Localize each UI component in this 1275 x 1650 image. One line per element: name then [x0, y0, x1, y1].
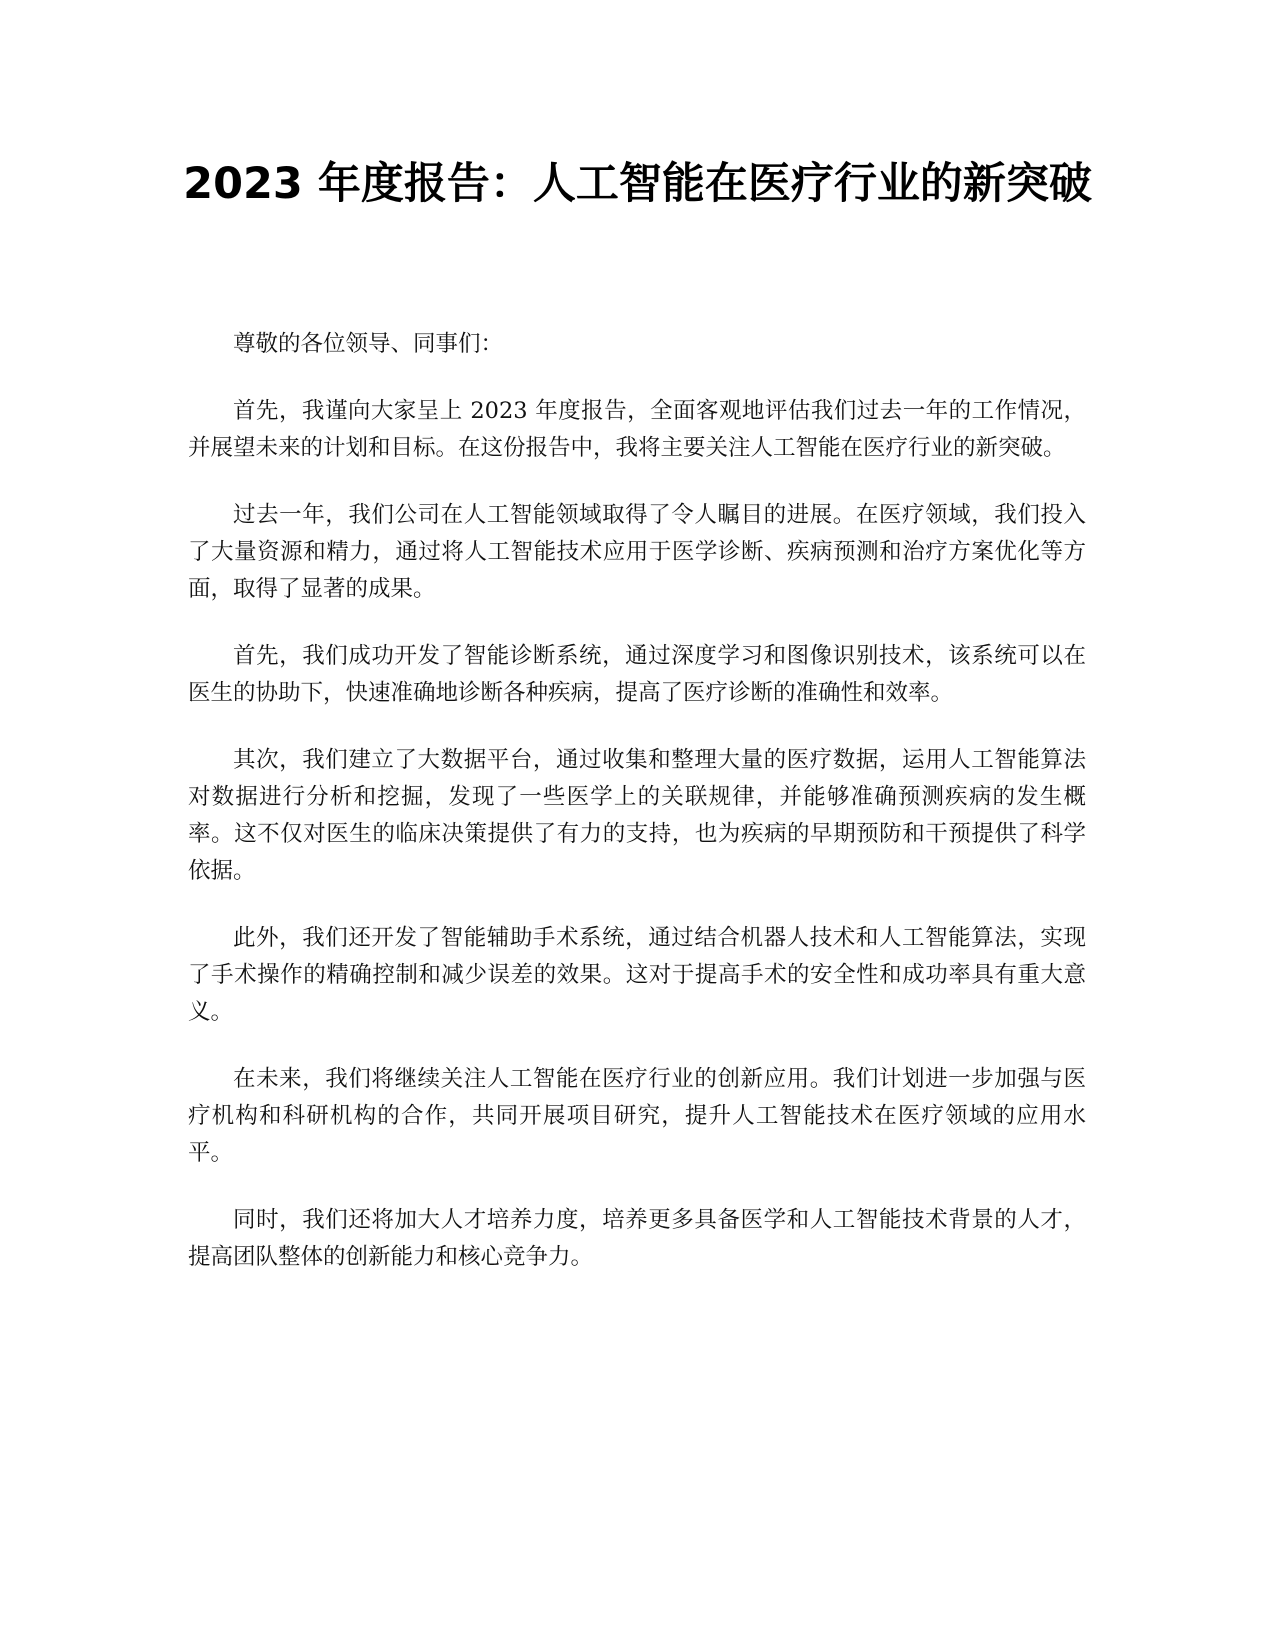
paragraph-talent-development: 同时，我们还将加大人才培养力度，培养更多具备医学和人工智能技术背景的人才，提高团队整体的创新能力和核心竞争力。	[188, 1207, 1086, 1270]
paragraph-introduction: 首先，我谨向大家呈上 2023 年度报告，全面客观地评估我们过去一年的工作情况，并展望未来的计划和目标。在这份报告中，我将主要关注人工智能在医疗行业的新突破。	[188, 398, 1086, 461]
paragraph-surgery-system: 此外，我们还开发了智能辅助手术系统，通过结合机器人技术和人工智能算法，实现了手术操作的精确控制和减少误差的效果。这对于提高手术的安全性和成功率具有重大意义。	[188, 925, 1086, 1025]
paragraph-future-plans: 在未来，我们将继续关注人工智能在医疗行业的创新应用。我们计划进一步加强与医疗机构和科研机构的合作，共同开展项目研究，提升人工智能技术在医疗领域的应用水平。	[188, 1066, 1086, 1166]
document-title: 2023 年度报告：人工智能在医疗行业的新突破	[183, 159, 1092, 209]
paragraph-salutation: 尊敬的各位领导、同事们：	[233, 331, 504, 357]
paragraph-big-data-platform: 其次，我们建立了大数据平台，通过收集和整理大量的医疗数据，运用人工智能算法对数据进行分析和挖掘，发现了一些医学上的关联规律，并能够准确预测疾病的发生概率。这不仅对医生的临床决策提供了有力的支持，也为疾病的早期预防和干预提供了科学依据。	[188, 747, 1086, 884]
paragraph-diagnosis-system: 首先，我们成功开发了智能诊断系统，通过深度学习和图像识别技术，该系统可以在医生的协助下，快速准确地诊断各种疾病，提高了医疗诊断的准确性和效率。	[188, 643, 1086, 706]
paragraph-past-year-progress: 过去一年，我们公司在人工智能领域取得了令人瞩目的进展。在医疗领域，我们投入了大量资源和精力，通过将人工智能技术应用于医学诊断、疾病预测和治疗方案优化等方面，取得了显著的成果。	[188, 502, 1086, 602]
document-body	[188, 326, 1086, 1306]
